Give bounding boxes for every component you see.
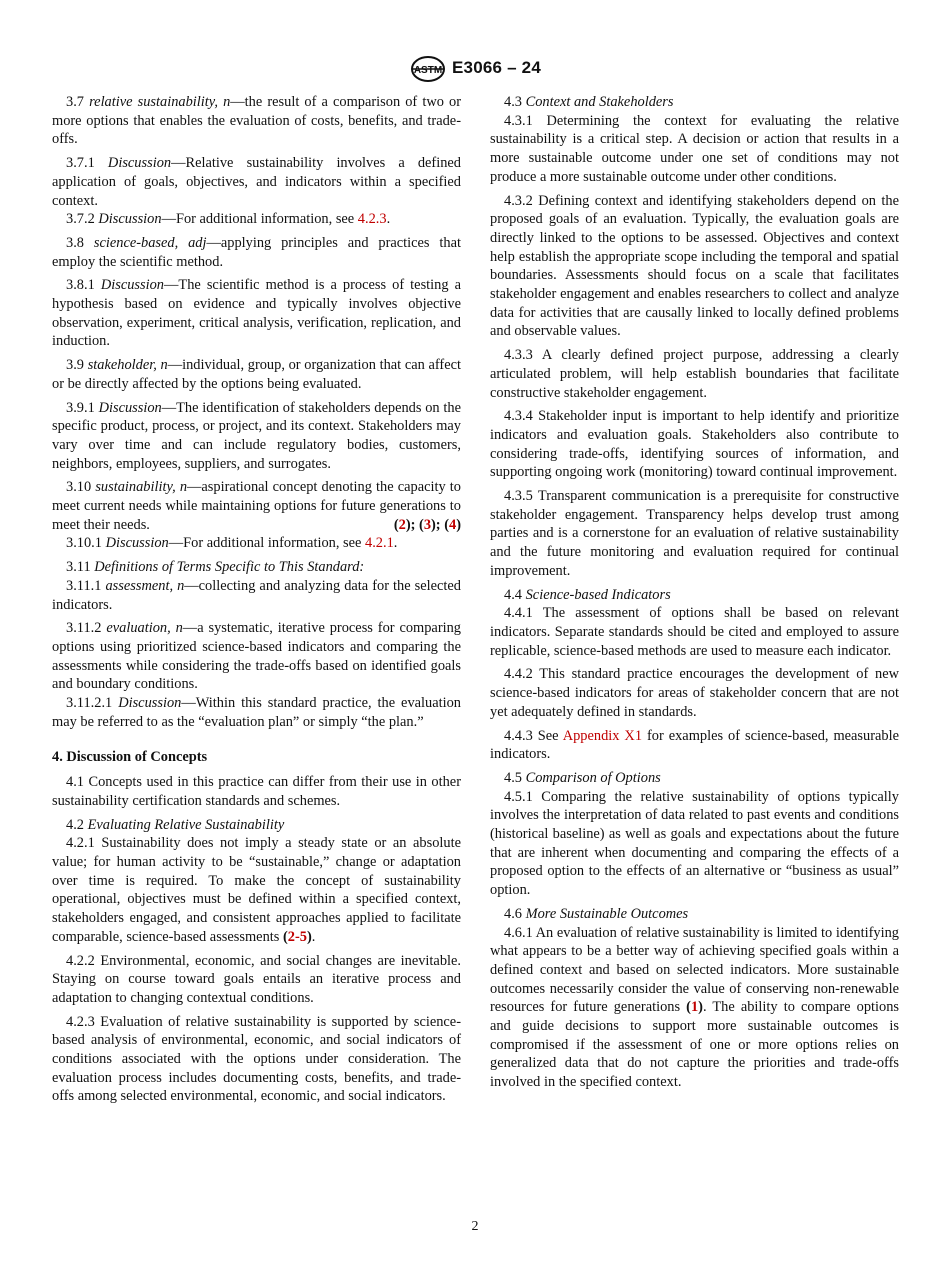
section-4-2-1: 4.2.1 Sustainability does not imply a steady state or an absolute value; for human activity to be “sustainable,” change or adaptation over time is required. To make the concept of sustainability operational, objectives must be defined within a specified context, stakeholders engaged, and consistent approaches applied to facilitate comparable, science-based assessments (2-5). (52, 835, 461, 945)
section-4-2: 4.2 Evaluating Relative Sustainability (66, 816, 285, 833)
section-4-6-1: 4.6.1 An evaluation of relative sustainability is limited to identifying what appears to be a better way of achieving specified goals within a defined context and based on selected indicators. More sustainable outcomes necessarily consider the value of conserving non-renewable resources for future generations (1). The ability to compare options and guide decisions to support more sustainable outcomes is compromised if the assessment of one or more options relies on generalized data that do not capture the priorities and trade-offs involved in the specified context. (490, 924, 899, 1091)
section-3-7-2: 3.7.2 Discussion—For additional information, see 4.2.3. (66, 211, 391, 228)
section-4-5: 4.5 Comparison of Options (504, 769, 661, 786)
section-4-3-3: 4.3.3 A clearly defined project purpose, addressing a clearly articulated problem, will help establish boundaries that facilitate constructive stakeholder engagement. (490, 347, 899, 401)
section-3-11-2-1: 3.11.2.1 Discussion—Within this standard practice, the evaluation may be referred to as the “evaluation plan” or simply “the plan.” (52, 695, 461, 730)
section-4-3: 4.3 Context and Stakeholders (504, 94, 674, 110)
section-3-10-1: 3.10.1 Discussion—For additional information, see 4.2.1. (66, 535, 398, 552)
section-3-11-1: 3.11.1 assessment, n—collecting and analyzing data for the selected indicators. (52, 577, 461, 613)
section-4-3-5: 4.3.5 Transparent communication is a prerequisite for constructive stakeholder engagement. Transparency helps develop trust among parties and is a cornerstone for an evaluation of relative sustainability and the future monitoring and evaluation required for continual improvement. (490, 488, 900, 579)
section-4-3-1: 4.3.1 Determining the context for evaluating the relative sustainability is a critical step. A decision or action that results in a more sustainable outcome under one set of conditions may not produce a more sustainable outcome under other conditions. (490, 112, 899, 185)
link-4-2-1[interactable]: 4.2.1 (365, 535, 394, 552)
section-heading-4: 4. Discussion of Concepts (52, 748, 208, 765)
section-3-7-1: 3.7.1 Discussion—Relative sustainability involves a defined application of goals, objectives, and indicators within a specified context. (52, 155, 461, 209)
section-3-9: 3.9 stakeholder, n—individual, group, or organization that can affect or be directly affected by the options being evaluated. (52, 357, 461, 392)
ref-2-5[interactable]: 2-5 (287, 928, 307, 945)
section-3-7: 3.7 relative sustainability, n—the result of a comparison of two or more options that enables the evaluation of costs, benefits, and trade-offs. (52, 94, 461, 148)
astm-logo-icon (410, 56, 446, 82)
section-4-4-1: 4.4.1 The assessment of options shall be based on relevant indicators. Separate standards should be cited and employed to assure replicable, science-based methods are used to measure each indicator. (490, 605, 900, 659)
ref-4[interactable]: 4 (449, 516, 457, 533)
svg-text:ASTM: ASTM (413, 65, 443, 76)
section-4-2-3: 4.2.3 Evaluation of relative sustainability is supported by science-based analysis of environmental, economic, and social indicators of conditions associated with the options under consideration. The evaluation process includes documenting costs, benefits, and trade-offs among selected environmental, economic, and social indicators. (52, 1013, 461, 1105)
left-column (52, 93, 461, 1111)
page-header (0, 56, 950, 84)
section-4-3-2: 4.3.2 Defining context and identifying stakeholders depend on the proposed goals of an evaluation. Typically, the evaluation goals are directly linked to the options to be assessed. Objectives and context help establish the appropriate scope including the temporal and spatial boundaries. Assessments should focus on a scale that facilitates stakeholder engagement and enables researchers to collect and analyze data for activities that are causally linked to locally defined problems and observable values. (490, 192, 899, 340)
section-3-9-1: 3.9.1 Discussion—The identification of stakeholders depends on the specific product, process, or project, and its context. Stakeholders may vary over time and can include regulatory bodies, customers, neighbors, employees, suppliers, and surrogates. (52, 399, 461, 472)
link-appendix-x1[interactable]: Appendix X1 (562, 727, 643, 744)
ref-3[interactable]: 3 (423, 516, 432, 533)
section-4-6: 4.6 More Sustainable Outcomes (504, 905, 689, 922)
right-column (490, 93, 899, 1097)
section-3-10: 3.10 sustainability, n—aspirational concept denoting the capacity to meet current needs while maintaining options for future generations to meet their needs. (2); (3); (4) (52, 479, 461, 533)
section-4-4: 4.4 Science-based Indicators (504, 586, 671, 603)
ref-2[interactable]: 2 (398, 516, 406, 533)
section-4-2-2: 4.2.2 Environmental, economic, and social changes are inevitable. Staying on course toward goals entails an iterative process and adaptation to changing contextual conditions. (52, 952, 461, 1006)
section-4-4-3: 4.4.3 See Appendix X1 for examples of science-based, measurable indicators. (490, 727, 899, 763)
section-4-5-1: 4.5.1 Comparing the relative sustainability of options typically involves the interpretation of data related to past events and conditions (historical baseline) as well as goals and expectations about the future that are inherent when documenting and comparing the effects of a proposed option to the effects of an alternative or “business as usual” option. (490, 788, 899, 899)
section-4-4-2: 4.4.2 This standard practice encourages the development of new science-based indicators for areas of stakeholder concern that are not yet adequately defined in standards. (490, 666, 899, 720)
section-3-8-1: 3.8.1 Discussion—The scientific method is a process of testing a hypothesis based on evidence and typically involves objective observation, experiment, critical analysis, verification, replication, and induction. (52, 277, 461, 350)
section-4-1: 4.1 Concepts used in this practice can differ from their use in other sustainability certification standards and schemes. (52, 774, 461, 809)
link-4-2-3[interactable]: 4.2.3 (357, 211, 387, 228)
document-id: E3066 – 24 (452, 58, 541, 77)
ref-1[interactable]: 1 (690, 999, 699, 1016)
section-3-8: 3.8 science-based, adj—applying principles and practices that employ the scientific method. (52, 234, 461, 270)
page-number: 2 (471, 1219, 479, 1234)
section-4-3-4: 4.3.4 Stakeholder input is important to help identify and prioritize indicators and evaluation goals. Stakeholders also contribute to considering trade-offs, identifying sources of information, and supporting ongoing work (monitoring) toward continual improvement. (490, 408, 899, 481)
section-3-11: 3.11 Definitions of Terms Specific to This Standard: (66, 559, 365, 576)
section-3-11-2: 3.11.2 evaluation, n—a systematic, iterative process for comparing options using prioritized science-based indicators and comparing the assessments while considering the trade-offs based on identified goals and boundary conditions. (52, 620, 461, 693)
